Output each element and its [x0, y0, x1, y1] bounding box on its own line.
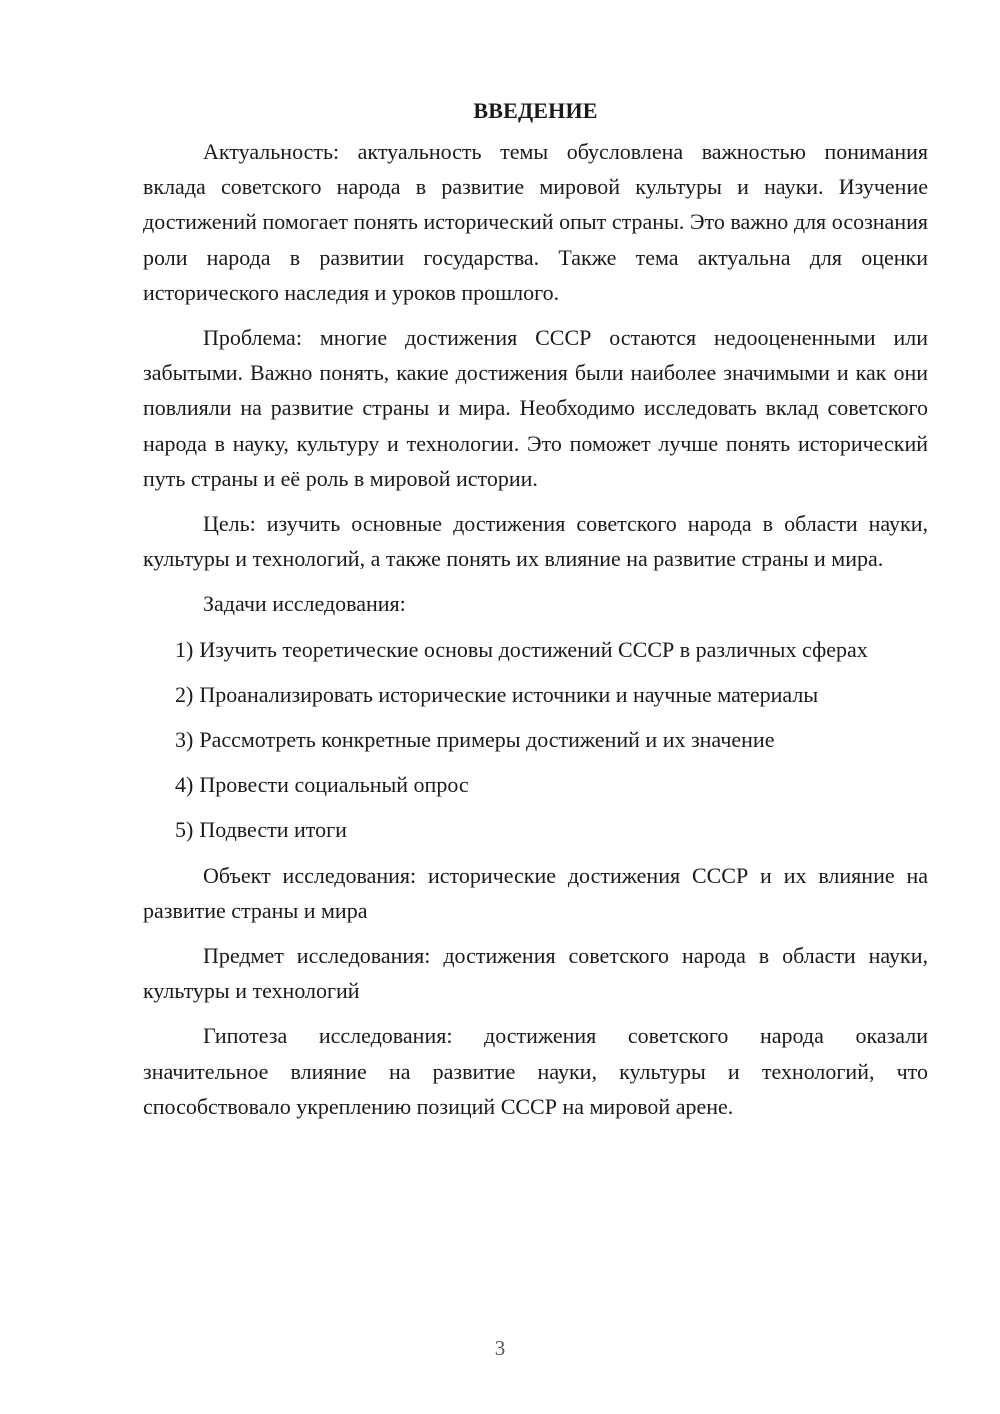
paragraph-object: Объект исследования: исторические достижения СССР и их влияние на развитие страны и мира — [143, 862, 928, 923]
tasks-title: Задачи исследования: — [203, 591, 406, 617]
paragraph-subject: Предмет исследования: достижения советского народа в области науки, культуры и технологий — [143, 943, 928, 1004]
list-item-number: 2) — [175, 681, 194, 707]
list-item-number: 5) — [175, 817, 194, 843]
list-item-text: Рассмотреть конкретные примеры достижений и их значение — [199, 727, 775, 753]
page-title: ВВЕДЕНИЕ — [473, 98, 598, 123]
page-number: 3 — [494, 1336, 506, 1360]
paragraph-goal: Цель: изучить основные достижения советского народа в области науки, культуры и технологий, а также понять их влияние на развитие страны и мира. — [143, 511, 928, 572]
list-item-text: Провести социальный опрос — [199, 772, 469, 798]
list-item — [143, 722, 928, 757]
list-item — [143, 677, 928, 712]
list-item-text: Проанализировать исторические источники и научные материалы — [199, 681, 819, 707]
paragraph-hypothesis: Гипотеза исследования: достижения советского народа оказали значительное влияние на развитие науки, культуры и технологий, что способствовало укреплению позиций СССР на мировой арене. — [143, 1023, 928, 1119]
list-item-text: Подвести итоги — [199, 817, 347, 843]
list-item — [143, 812, 928, 847]
list-item-text: Изучить теоретические основы достижений СССР в различных сферах — [199, 636, 868, 662]
list-item — [143, 767, 928, 802]
list-item — [143, 632, 928, 667]
paragraph-relevance: Актуальность: актуальность темы обусловлена важностью понимания вклада советского народа в развитие мировой культуры и науки. Изучение достижений помогает понять исторический опыт страны. Это важно для осознания роли народа в развитии государства. Также тема актуальна для оценки исторического наследия и уроков прошлого. — [143, 139, 928, 305]
list-item-number: 1) — [175, 636, 194, 662]
document-page — [143, 0, 928, 1124]
list-item-number: 3) — [175, 727, 194, 753]
paragraph-problem: Проблема: многие достижения СССР остаются недооцененными или забытыми. Важно понять, какие достижения были наиболее значимыми и как они повлияли на развитие страны и мира. Необходимо исследовать вклад советского народа в науку, культуру и технологии. Это поможет лучше понять исторический путь страны и её роль в мировой истории. — [143, 325, 928, 491]
tasks-list — [143, 632, 928, 848]
list-item-number: 4) — [175, 772, 194, 798]
